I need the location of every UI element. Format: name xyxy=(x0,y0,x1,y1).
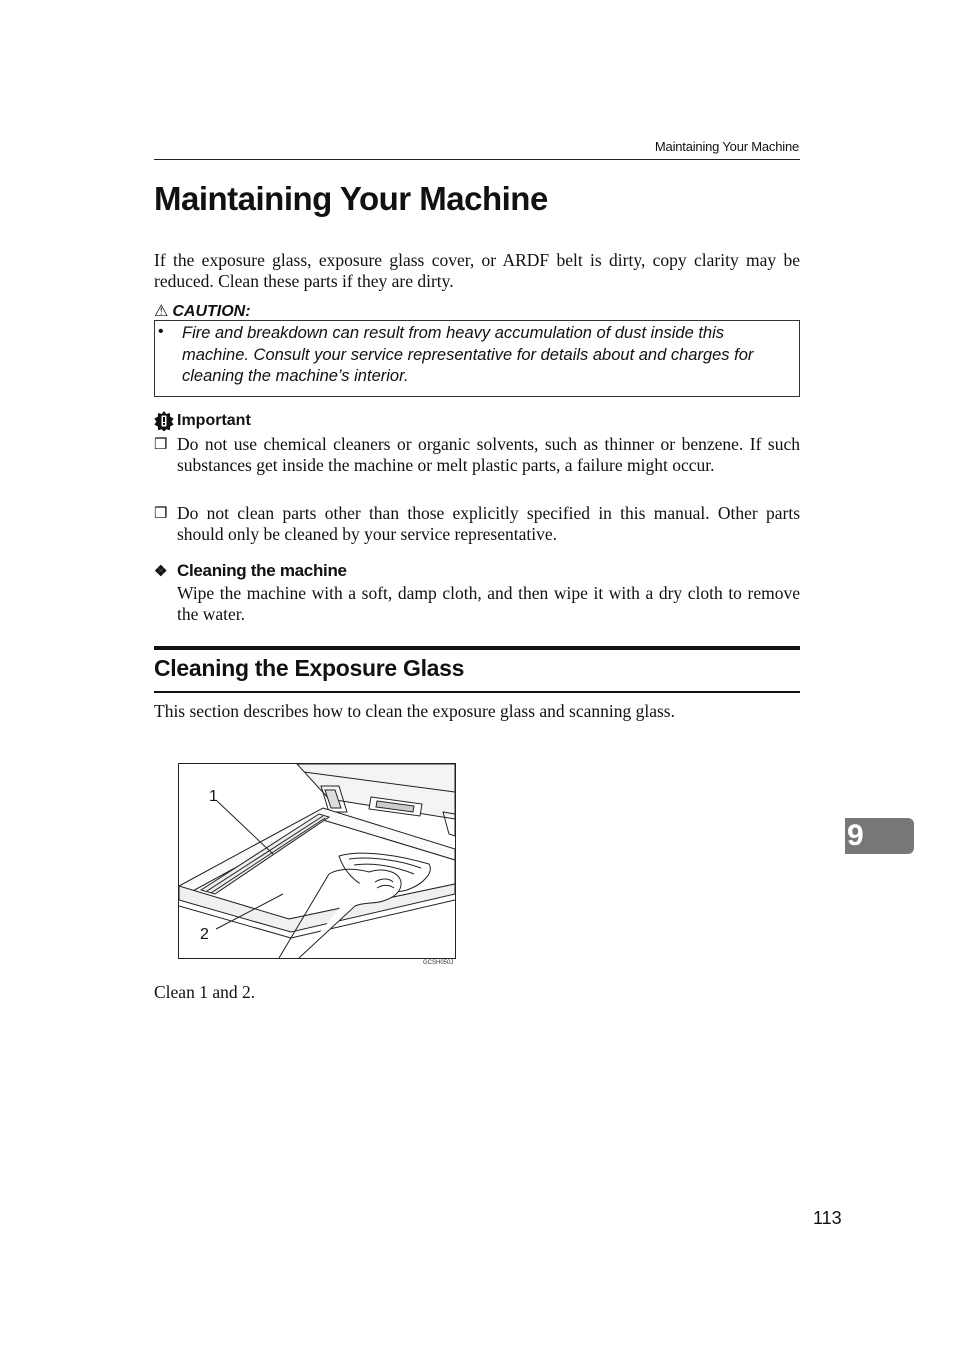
important-item xyxy=(154,503,800,545)
diamond-bullet-icon: ❖ xyxy=(154,563,168,580)
section-title: Cleaning the Exposure Glass xyxy=(154,655,465,681)
important-badge-icon xyxy=(154,411,174,431)
caution-text: Fire and breakdown can result from heavy accumulation of dust inside this machine. Consult your service representative for details about and charges for cleaning the machine’s interior. xyxy=(182,324,754,385)
cleaning-machine-heading xyxy=(154,561,347,581)
chapter-tab: 9 xyxy=(845,818,914,854)
important-label-text: Important xyxy=(177,412,251,429)
caution-bullet: • xyxy=(158,323,164,340)
callout-1: 1 xyxy=(209,788,218,805)
important-item xyxy=(154,434,800,476)
page-title: Maintaining Your Machine xyxy=(154,180,548,217)
exposure-glass-illustration xyxy=(178,763,456,959)
cleaning-machine-text: Wipe the machine with a soft, damp cloth, and then wipe it with a dry cloth to remove the water. xyxy=(177,583,800,624)
checkbox-bullet-icon: ❒ xyxy=(154,437,168,453)
callout-2: 2 xyxy=(200,926,209,943)
cleaning-machine-heading-text: Cleaning the machine xyxy=(177,561,347,580)
caution-label-text: CAUTION: xyxy=(172,303,251,320)
important-item-text: Do not use chemical cleaners or organic solvents, such as thinner or benzene. If such substances get inside the machine or melt plastic parts, a failure might occur. xyxy=(177,434,800,475)
warning-triangle-icon: ⚠ xyxy=(154,303,169,320)
figure-caption: Clean 1 and 2. xyxy=(154,982,256,1002)
intro-paragraph: If the exposure glass, exposure glass cover, or ARDF belt is dirty, copy clarity may be reduced. Clean these parts if they are dirty. xyxy=(154,250,800,291)
section-rule-bottom xyxy=(154,691,800,693)
caution-label xyxy=(154,301,251,321)
header-rule xyxy=(154,159,800,160)
important-item-text: Do not clean parts other than those explicitly specified in this manual. Other parts should only be cleaned by your service representative. xyxy=(177,503,800,544)
section-rule-top xyxy=(154,646,800,650)
illustration-drawing xyxy=(179,764,455,958)
figure-code: GCSH050J xyxy=(423,960,454,966)
checkbox-bullet-icon: ❒ xyxy=(154,506,168,522)
section-intro: This section describes how to clean the exposure glass and scanning glass. xyxy=(154,701,675,721)
important-label xyxy=(154,411,251,431)
page-number: 113 xyxy=(813,1208,842,1228)
running-header: Maintaining Your Machine xyxy=(654,139,799,154)
